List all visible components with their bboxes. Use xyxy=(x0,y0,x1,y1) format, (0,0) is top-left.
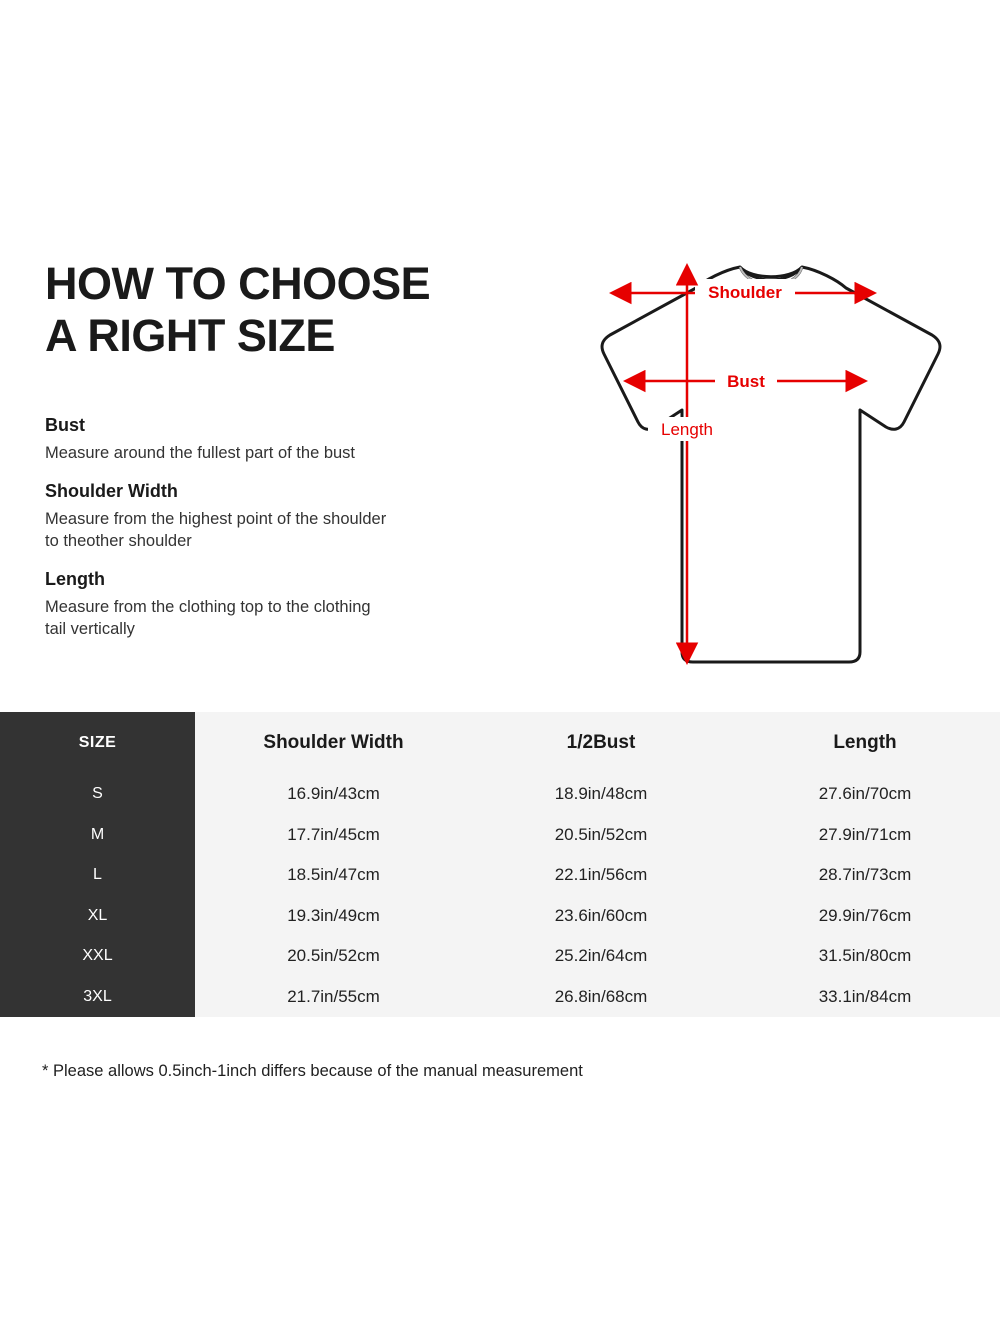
cell-bust: 23.6in/60cm xyxy=(472,896,730,937)
measurement-footnote: * Please allows 0.5inch-1inch differs because of the manual measurement xyxy=(42,1062,583,1080)
cell-shoulder: 17.7in/45cm xyxy=(195,815,472,856)
table-row xyxy=(0,977,1000,1018)
size-chart-table xyxy=(0,712,1000,1017)
cell-shoulder: 21.7in/55cm xyxy=(195,977,472,1018)
definition-shoulder-width-desc: Measure from the highest point of the shoulder to theother shoulder xyxy=(45,510,387,550)
shoulder-label: Shoulder xyxy=(708,283,782,302)
column-header-length: Length xyxy=(730,712,1000,774)
column-header-half-bust: 1/2Bust xyxy=(472,712,730,774)
cell-length: 33.1in/84cm xyxy=(730,977,1000,1018)
table-row xyxy=(0,896,1000,937)
cell-shoulder: 18.5in/47cm xyxy=(195,855,472,896)
cell-bust: 25.2in/64cm xyxy=(472,936,730,977)
table-header-row xyxy=(0,712,1000,774)
page-title-line-2: A RIGHT SIZE xyxy=(45,310,335,361)
cell-length: 28.7in/73cm xyxy=(730,855,1000,896)
cell-size: XXL xyxy=(0,936,195,977)
cell-size: XL xyxy=(0,896,195,937)
page-title-line-1: HOW TO CHOOSE xyxy=(45,258,431,309)
cell-bust: 18.9in/48cm xyxy=(472,774,730,815)
page-title xyxy=(45,258,525,362)
definition-length xyxy=(45,569,515,640)
column-header-shoulder-width: Shoulder Width xyxy=(195,712,472,774)
length-label: Length xyxy=(661,420,713,439)
cell-size: L xyxy=(0,855,195,896)
cell-length: 31.5in/80cm xyxy=(730,936,1000,977)
definition-shoulder-width-term: Shoulder Width xyxy=(45,481,178,501)
cell-shoulder: 19.3in/49cm xyxy=(195,896,472,937)
table-row xyxy=(0,774,1000,815)
table-row xyxy=(0,855,1000,896)
bust-label: Bust xyxy=(727,372,765,391)
table-row xyxy=(0,936,1000,977)
cell-shoulder: 16.9in/43cm xyxy=(195,774,472,815)
cell-bust: 26.8in/68cm xyxy=(472,977,730,1018)
definition-bust xyxy=(45,415,515,464)
measurement-definitions xyxy=(45,415,515,657)
cell-size: M xyxy=(0,815,195,856)
cell-bust: 22.1in/56cm xyxy=(472,855,730,896)
tshirt-outline xyxy=(602,267,940,662)
definition-shoulder-width xyxy=(45,481,515,552)
cell-length: 29.9in/76cm xyxy=(730,896,1000,937)
definition-length-term: Length xyxy=(45,569,105,589)
cell-size: S xyxy=(0,774,195,815)
cell-shoulder: 20.5in/52cm xyxy=(195,936,472,977)
cell-size: 3XL xyxy=(0,977,195,1018)
definition-bust-term: Bust xyxy=(45,415,85,435)
cell-length: 27.6in/70cm xyxy=(730,774,1000,815)
cell-bust: 20.5in/52cm xyxy=(472,815,730,856)
tshirt-diagram xyxy=(500,240,980,690)
cell-length: 27.9in/71cm xyxy=(730,815,1000,856)
definition-length-desc: Measure from the clothing top to the clothing tail vertically xyxy=(45,598,371,638)
table-row xyxy=(0,815,1000,856)
definition-bust-desc: Measure around the fullest part of the bust xyxy=(45,444,356,462)
column-header-size: SIZE xyxy=(0,712,195,774)
